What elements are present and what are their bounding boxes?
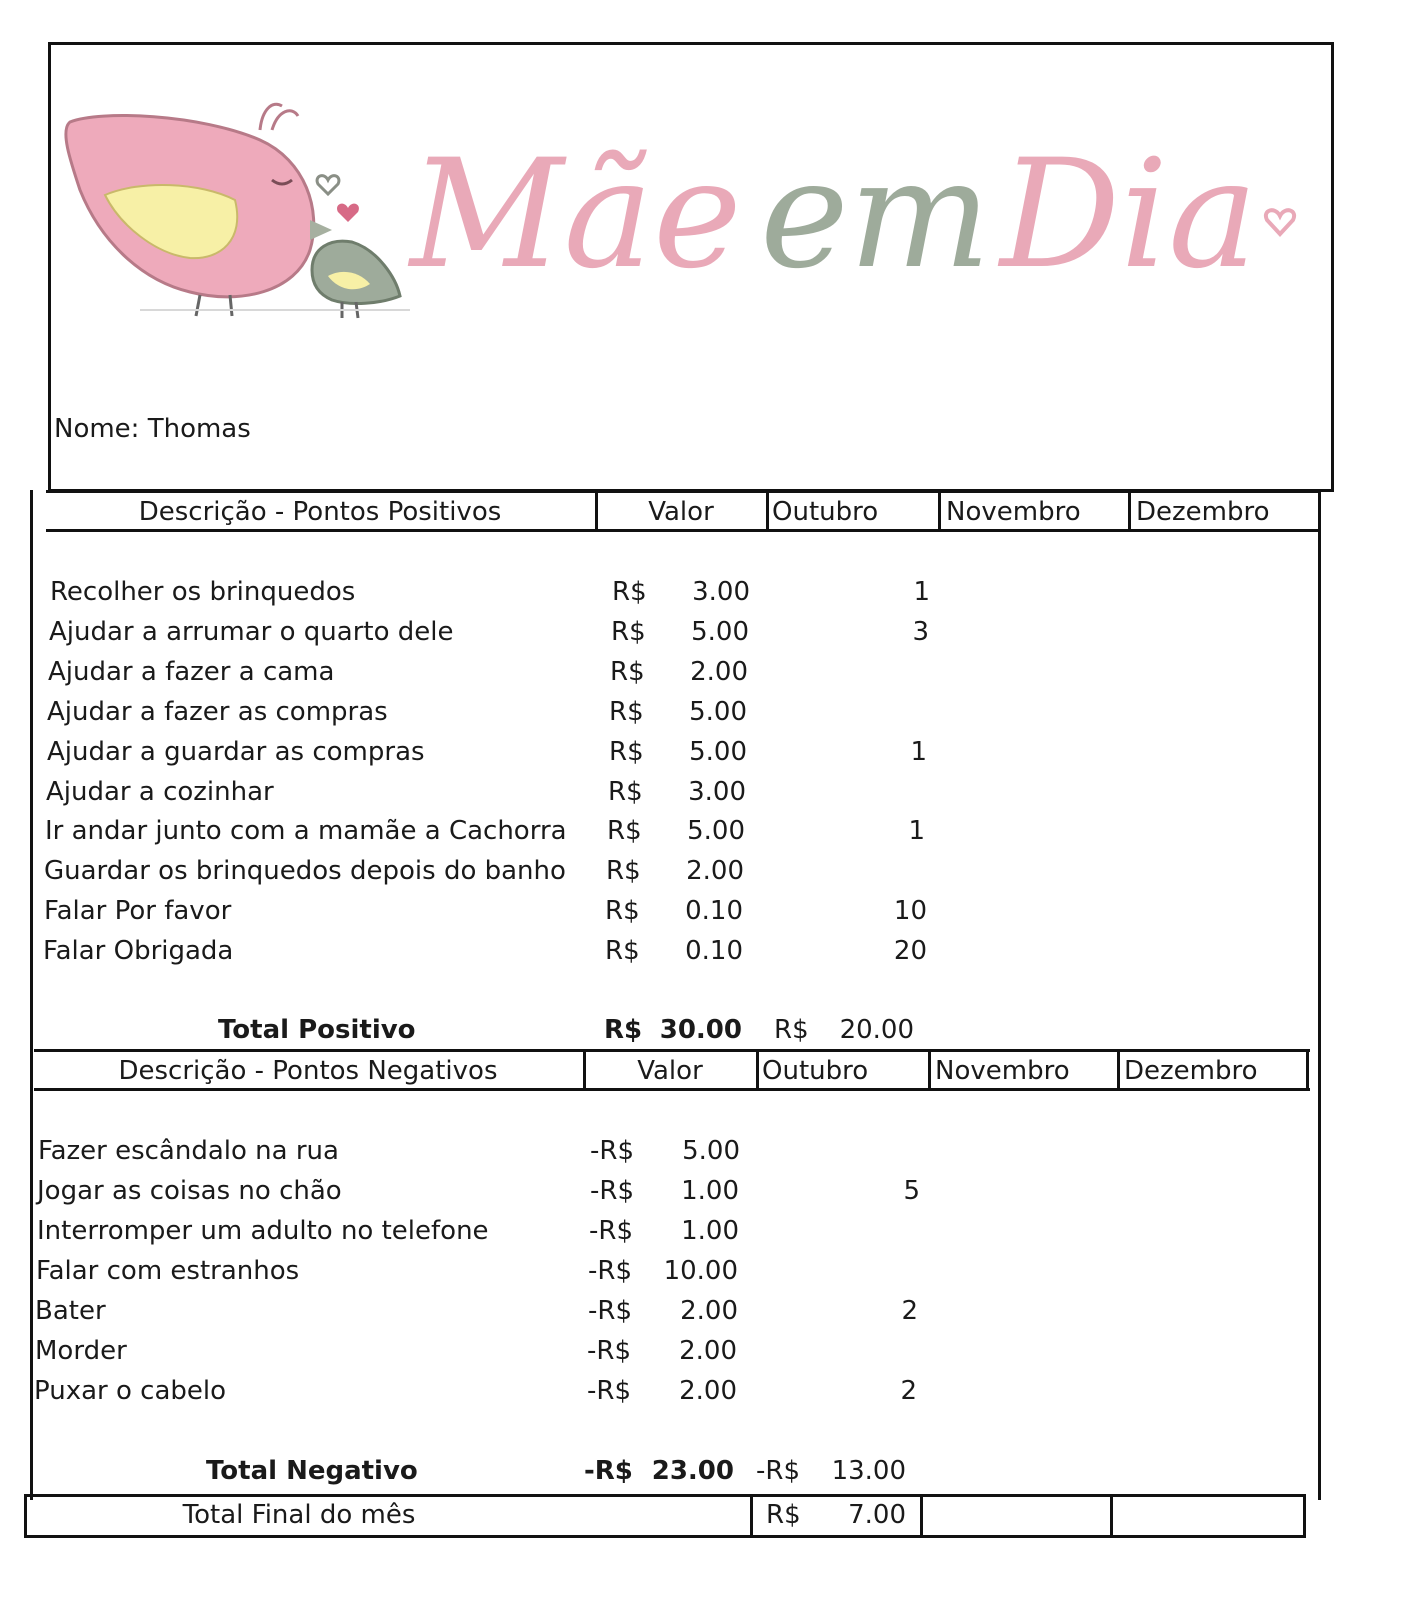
total-positivo-outubro-cur: R$ (774, 1015, 809, 1045)
total-negativo-valor: 23.00 (651, 1456, 734, 1486)
neg-outubro: 2 (901, 1296, 918, 1326)
pos-desc: Guardar os brinquedos depois do banho (44, 856, 566, 886)
pos-header-divider-2 (766, 490, 769, 532)
pos-cur: R$ (609, 737, 644, 767)
pos-desc: Ajudar a guardar as compras (47, 737, 425, 767)
neg-dezembro-header: Dezembro (1124, 1056, 1258, 1086)
total-final-valor: 7.00 (848, 1500, 906, 1530)
pos-cur: R$ (612, 577, 647, 607)
total-positivo-cur: R$ (604, 1015, 643, 1045)
total-positivo-valor: 30.00 (659, 1015, 742, 1045)
pos-cur: R$ (606, 856, 641, 886)
birds-logo-icon (60, 100, 420, 330)
pos-cur: R$ (610, 657, 645, 687)
pos-valor: 0.10 (685, 936, 743, 966)
pos-desc: Falar Obrigada (43, 936, 234, 966)
pos-cur: R$ (608, 777, 643, 807)
total-final-cur: R$ (766, 1500, 801, 1530)
final-divider-1 (750, 1494, 753, 1538)
pos-valor: 0.10 (685, 896, 743, 926)
logo-word-mae: Mãe (410, 128, 742, 302)
logo (60, 100, 1320, 330)
pos-cur: R$ (605, 896, 640, 926)
neg-cur: -R$ (588, 1256, 632, 1286)
total-positivo-outubro: 20.00 (839, 1015, 914, 1045)
neg-valor: 2.00 (679, 1336, 737, 1366)
pos-valor: 5.00 (689, 697, 747, 727)
neg-valor-header: Valor (637, 1056, 703, 1086)
logo-word-dia: Dia (1000, 128, 1258, 302)
neg-description-header: Descrição - Pontos Negativos (118, 1056, 498, 1086)
pos-valor: 5.00 (687, 816, 745, 846)
pos-novembro-header: Novembro (946, 497, 1081, 527)
pos-cur: R$ (607, 816, 642, 846)
pos-valor: 5.00 (689, 737, 747, 767)
neg-cur: -R$ (590, 1176, 634, 1206)
neg-valor: 2.00 (679, 1376, 737, 1406)
neg-valor: 1.00 (681, 1216, 739, 1246)
pos-valor-header: Valor (648, 497, 714, 527)
sheet-left-border (30, 490, 33, 1500)
pos-desc: Ajudar a arrumar o quarto dele (49, 617, 454, 647)
neg-desc: Puxar o cabelo (34, 1376, 227, 1406)
logo-word-em: em (760, 128, 992, 302)
pos-valor: 5.00 (691, 617, 749, 647)
pos-valor: 3.00 (692, 577, 750, 607)
pos-outubro: 10 (893, 896, 927, 926)
pos-outubro: 3 (912, 617, 929, 647)
neg-outubro: 2 (900, 1376, 917, 1406)
pos-dezembro-header: Dezembro (1136, 497, 1270, 527)
neg-header-divider-5 (1306, 1049, 1309, 1091)
pos-outubro: 1 (910, 737, 927, 767)
final-divider-3 (1110, 1494, 1113, 1538)
neg-cur: -R$ (589, 1216, 633, 1246)
neg-desc: Interromper um adulto no telefone (37, 1216, 489, 1246)
total-negativo-outubro: 13.00 (831, 1456, 906, 1486)
pos-description-header: Descrição - Pontos Positivos (138, 497, 502, 527)
neg-header-divider-3 (928, 1049, 931, 1091)
nome-label: Nome: Thomas (54, 414, 251, 444)
neg-header-divider-4 (1117, 1049, 1120, 1091)
pos-cur: R$ (611, 617, 646, 647)
neg-valor: 1.00 (681, 1176, 739, 1206)
pos-header-divider-4 (1128, 490, 1131, 532)
total-negativo-cur: -R$ (584, 1456, 633, 1486)
pos-outubro-header: Outubro (772, 497, 879, 527)
pos-outubro: 20 (893, 936, 927, 966)
pos-cur: R$ (605, 936, 640, 966)
neg-header-divider-2 (756, 1049, 759, 1091)
heart-flourish-icon (1250, 190, 1310, 250)
pos-valor: 2.00 (686, 856, 744, 886)
pos-desc: Recolher os brinquedos (50, 577, 356, 607)
neg-valor: 5.00 (682, 1136, 740, 1166)
neg-desc: Falar com estranhos (36, 1256, 300, 1286)
neg-cur: -R$ (587, 1376, 631, 1406)
neg-valor: 10.00 (663, 1256, 738, 1286)
neg-desc: Morder (35, 1336, 127, 1366)
pos-cur: R$ (609, 697, 644, 727)
pos-desc: Ajudar a fazer as compras (47, 697, 388, 727)
pos-desc: Ajudar a fazer a cama (48, 657, 335, 687)
sheet-right-border (1318, 490, 1321, 1500)
pos-valor: 2.00 (690, 657, 748, 687)
neg-valor: 2.00 (680, 1296, 738, 1326)
total-final-label: Total Final do mês (182, 1500, 416, 1530)
total-negativo-label: Total Negativo (206, 1456, 418, 1486)
neg-desc: Fazer escândalo na rua (38, 1136, 339, 1166)
pos-header-divider-3 (938, 490, 941, 532)
neg-outubro-header: Outubro (762, 1056, 869, 1086)
neg-cur: -R$ (587, 1336, 631, 1366)
neg-desc: Bater (35, 1296, 106, 1326)
neg-cur: -R$ (588, 1296, 632, 1326)
pos-desc: Falar Por favor (44, 896, 232, 926)
pos-desc: Ir andar junto com a mamãe a Cachorra (45, 816, 567, 846)
neg-desc: Jogar as coisas no chão (37, 1176, 342, 1206)
final-divider-2 (920, 1494, 923, 1538)
total-positivo-label: Total Positivo (218, 1015, 416, 1045)
neg-novembro-header: Novembro (935, 1056, 1070, 1086)
neg-cur: -R$ (590, 1136, 634, 1166)
pos-desc: Ajudar a cozinhar (46, 777, 274, 807)
pos-outubro: 1 (908, 816, 925, 846)
total-negativo-outubro-cur: -R$ (756, 1456, 800, 1486)
neg-outubro: 5 (903, 1176, 920, 1206)
pos-valor: 3.00 (688, 777, 746, 807)
pos-outubro: 1 (913, 577, 930, 607)
